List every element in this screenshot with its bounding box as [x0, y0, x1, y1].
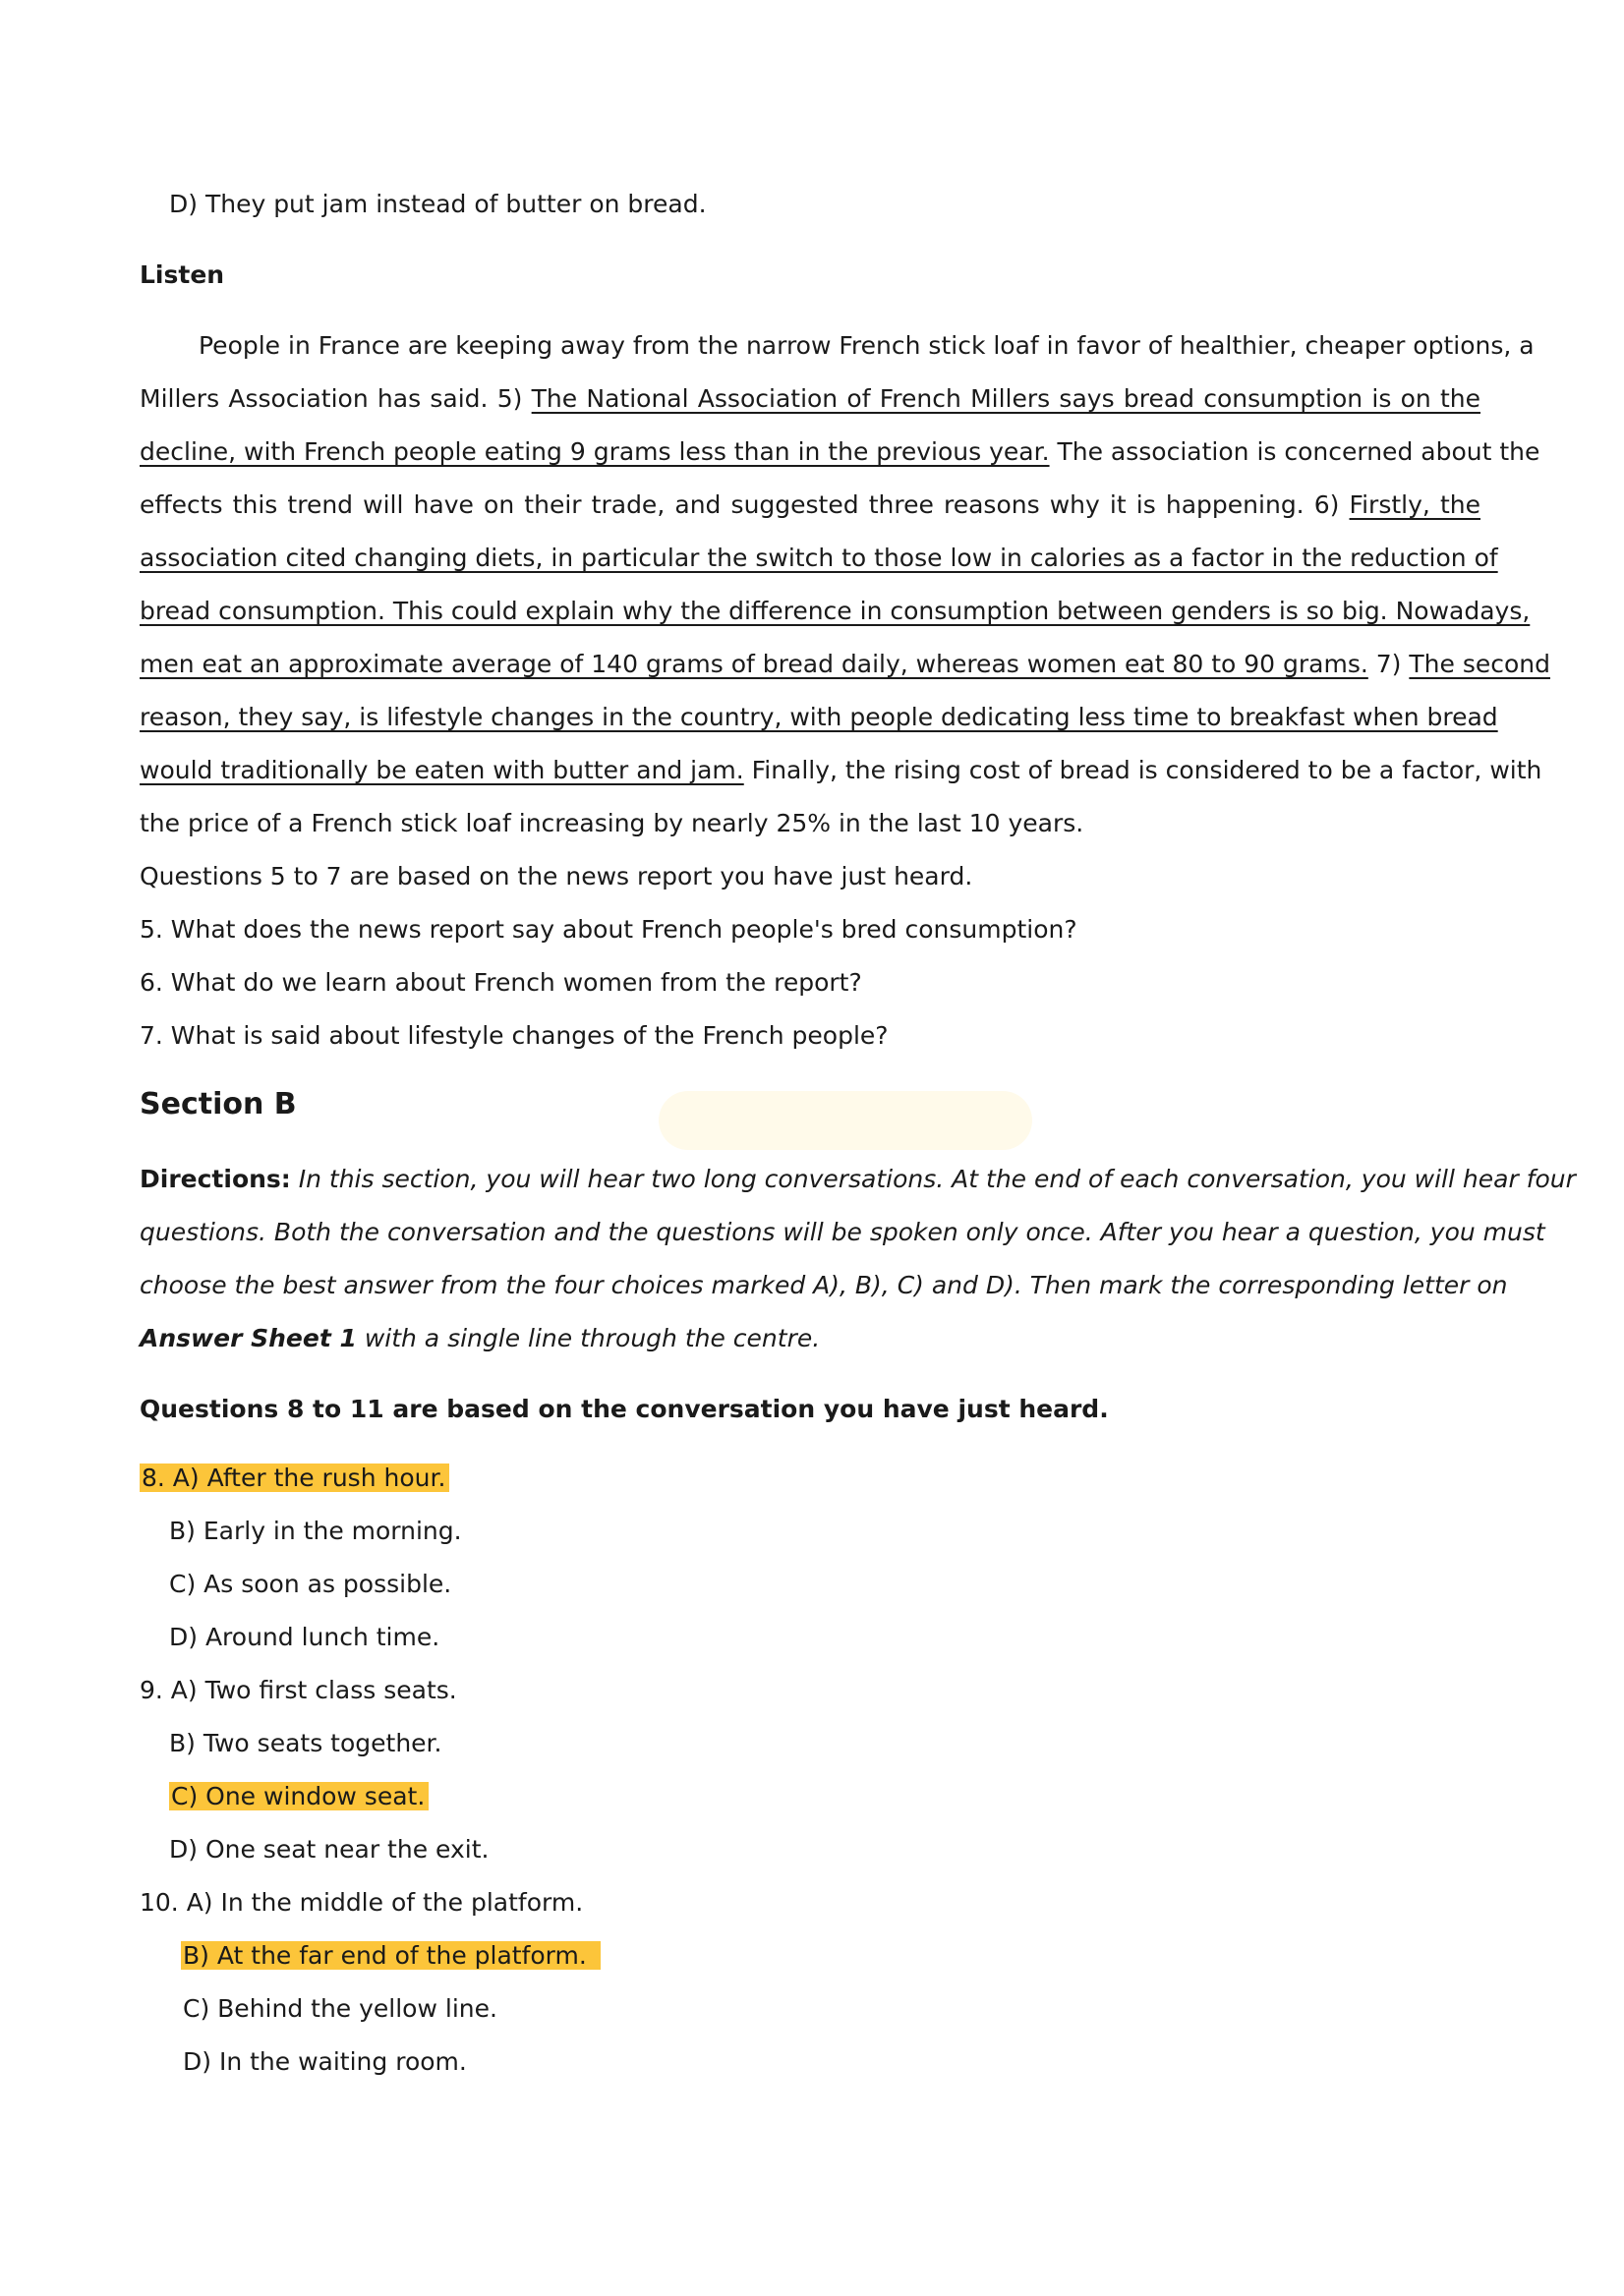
q9-option-c — [169, 1779, 429, 1814]
question-7: 7. What is said about lifestyle changes of the French people? — [140, 1021, 889, 1050]
q10-option-a: 10. A) In the middle of the platform. — [140, 1888, 584, 1917]
q8-option-c: C) As soon as possible. — [169, 1570, 452, 1598]
q9-option-d: D) One seat near the exit. — [169, 1835, 490, 1864]
passage-line-3: decline, with French people eating 9 grams less than in the previous year. The association is concerned about the — [140, 437, 1540, 466]
passage-line-4: effects this trend will have on their trade, and suggested three reasons why it is happening. 6) Firstly, the — [140, 490, 1480, 519]
passage-line-2: Millers Association has said. 5) The National Association of French Millers says bread consumption is on the — [140, 384, 1481, 413]
q10-option-d: D) In the waiting room. — [183, 2047, 467, 2076]
q8-option-d: D) Around lunch time. — [169, 1623, 440, 1651]
passage-line-9: would traditionally be eaten with butter and jam. Finally, the rising cost of bread is considered to be a factor, with — [140, 756, 1542, 784]
faint-watermark — [659, 1091, 1032, 1150]
passage-line-1: People in France are keeping away from the narrow French stick loaf in favor of healthier, cheaper options, a — [199, 331, 1535, 360]
highlighted-answer: C) One window seat. — [169, 1782, 429, 1810]
question-6: 6. What do we learn about French women from the report? — [140, 968, 862, 997]
q10-option-b — [181, 1938, 601, 1974]
passage-line-7: men eat an approximate average of 140 grams of bread daily, whereas women eat 80 to 90 grams. 7) The second — [140, 650, 1550, 678]
q9-option-a: 9. A) Two first class seats. — [140, 1676, 457, 1704]
q8-option-a — [140, 1461, 449, 1496]
passage-line-5: association cited changing diets, in particular the switch to those low in calories as a factor in the reduction of — [140, 544, 1498, 572]
directions-line-2: questions. Both the conversation and the questions will be spoken only once. After you hear a question, you must — [140, 1218, 1545, 1246]
section-title: Section B — [140, 1087, 297, 1121]
directions-line-1: Directions: In this section, you will hear two long conversations. At the end of each conversation, you will hear four — [140, 1165, 1576, 1193]
q10-option-c: C) Behind the yellow line. — [183, 1994, 497, 2023]
directions-line-4: Answer Sheet 1 with a single line through the centre. — [140, 1324, 821, 1352]
q8-option-b: B) Early in the morning. — [169, 1517, 462, 1545]
directions-line-3: choose the best answer from the four choices marked A), B), C) and D). Then mark the corresponding letter on — [140, 1271, 1508, 1299]
highlighted-answer: 8. A) After the rush hour. — [140, 1464, 449, 1492]
question-5: 5. What does the news report say about French people's bred consumption? — [140, 915, 1077, 944]
passage-line-10: the price of a French stick loaf increasing by nearly 25% in the last 10 years. — [140, 809, 1084, 837]
questions-8-11-intro: Questions 8 to 11 are based on the conversation you have just heard. — [140, 1395, 1109, 1423]
prev-option-d: D) They put jam instead of butter on bread. — [169, 190, 707, 218]
listen-label: Listen — [140, 260, 225, 289]
questions-intro: Questions 5 to 7 are based on the news report you have just heard. — [140, 862, 973, 890]
passage-line-6: bread consumption. This could explain why the difference in consumption between genders is so big. Nowadays, — [140, 597, 1531, 625]
q9-option-b: B) Two seats together. — [169, 1729, 442, 1757]
highlighted-answer: B) At the far end of the platform. — [181, 1941, 601, 1970]
passage-line-8: reason, they say, is lifestyle changes in the country, with people dedicating less time to breakfast when bread — [140, 703, 1498, 731]
